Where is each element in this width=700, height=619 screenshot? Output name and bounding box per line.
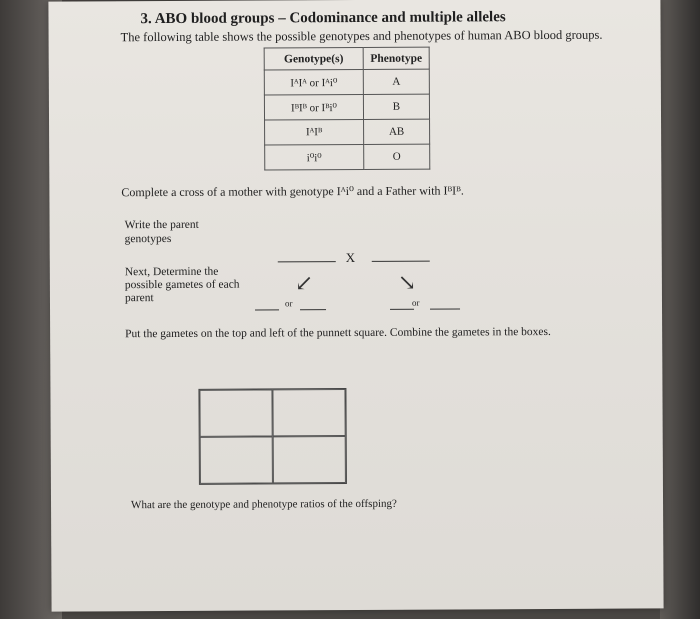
punnett-instruction: Put the gametes on the top and left of the punnett square. Combine the gametes in the boxes. — [125, 325, 551, 341]
ratio-question: What are the genotype and phenotype ratios of the offsping? — [131, 497, 397, 512]
genotype-cell: i⁰i⁰ — [265, 144, 364, 170]
punnett-cell[interactable] — [199, 389, 272, 436]
mother-genotype-blank[interactable] — [278, 261, 336, 262]
or-label: or — [411, 297, 420, 308]
intro-text: The following table shows the possible genotypes and phenotypes of human ABO blood groups. — [120, 27, 603, 45]
arrow-down-left-icon: ↙ — [294, 270, 314, 296]
mother-gamete-1-blank[interactable] — [255, 309, 279, 310]
header-phenotype: Phenotype — [363, 47, 429, 69]
table-row — [265, 119, 430, 145]
father-gamete-1-blank[interactable] — [390, 309, 414, 310]
write-parent-label: Write the parent genotypes — [124, 218, 199, 246]
phenotype-cell: B — [363, 94, 429, 119]
page-title: 3. ABO blood groups – Codominance and multiple alleles — [140, 9, 506, 28]
table-header-row — [264, 47, 429, 70]
arrow-down-right-icon: ↘ — [397, 269, 417, 295]
worksheet-page — [48, 0, 663, 612]
phenotype-cell: AB — [364, 119, 430, 144]
genotype-cell: IᴮIᴮ or Iᴮi⁰ — [264, 94, 363, 120]
cross-symbol: X — [345, 250, 356, 266]
header-genotype: Genotype(s) — [264, 47, 363, 70]
table-row — [265, 144, 430, 170]
punnett-cell[interactable] — [200, 436, 273, 483]
father-genotype-blank[interactable] — [372, 261, 430, 262]
or-label: or — [284, 298, 293, 309]
punnett-cell[interactable] — [272, 389, 345, 436]
punnett-cell[interactable] — [273, 436, 346, 483]
punnett-square — [198, 388, 347, 485]
gametes-instruction: Next, Determine the possible gametes of each parent — [124, 265, 240, 305]
table-row — [264, 94, 429, 120]
mother-gamete-2-blank[interactable] — [300, 309, 326, 310]
cross-instruction: Complete a cross of a mother with genotype Iᴬi⁰ and a Father with IᴮIᴮ. — [121, 183, 464, 200]
father-gamete-2-blank[interactable] — [430, 308, 460, 309]
genotype-cell: IᴬIᴬ or Iᴬi⁰ — [264, 69, 363, 95]
background-right — [660, 0, 700, 619]
phenotype-cell: O — [364, 144, 430, 169]
phenotype-cell: A — [363, 69, 429, 94]
genotype-table — [264, 47, 431, 171]
table-row — [264, 69, 429, 95]
genotype-cell: IᴬIᴮ — [265, 119, 364, 145]
